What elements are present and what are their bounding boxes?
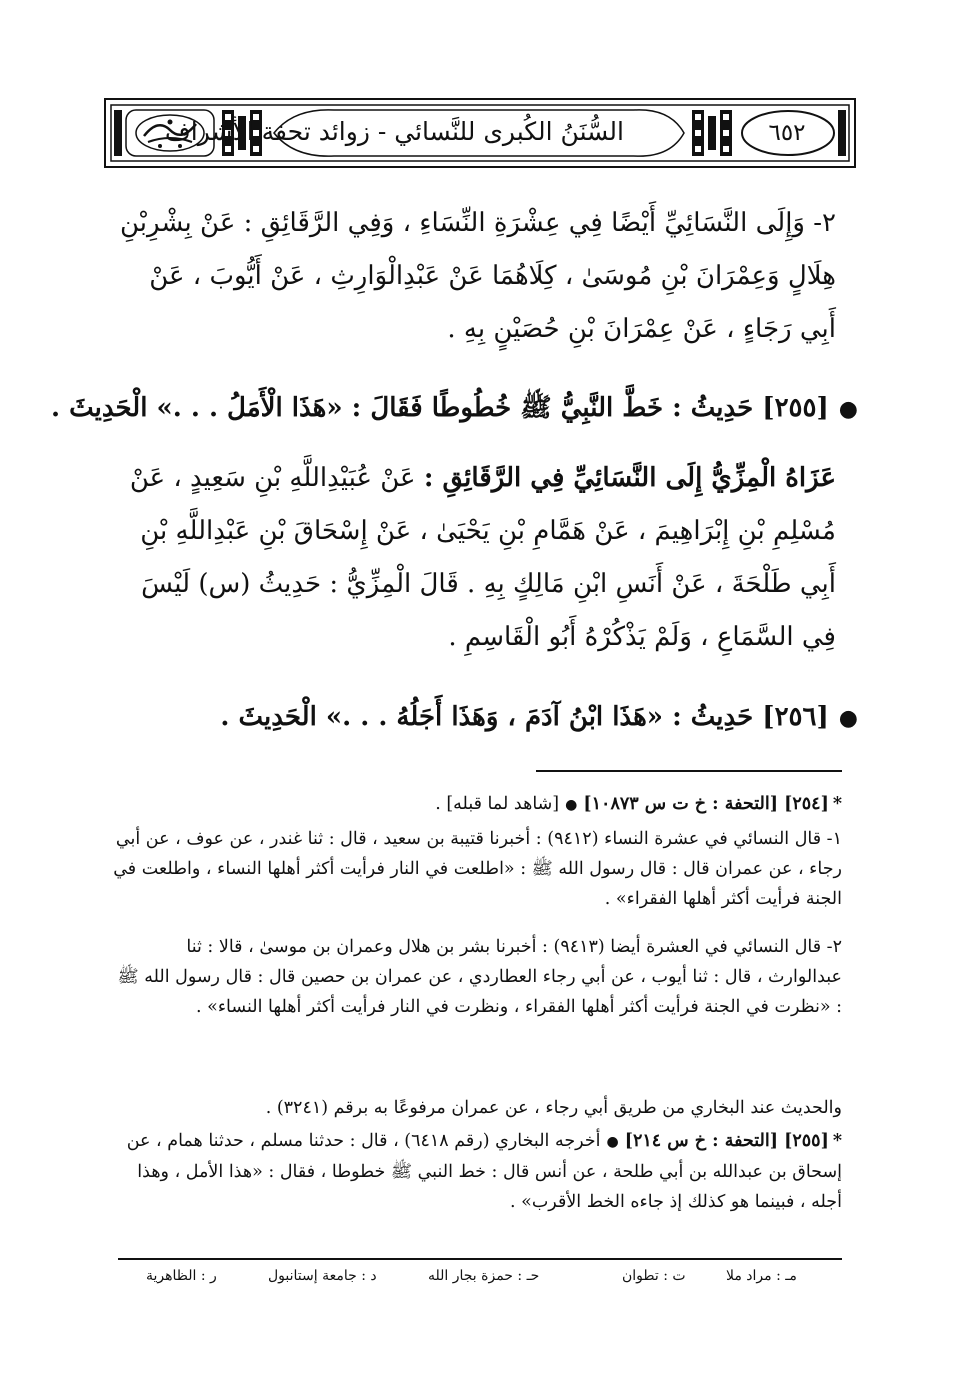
footer-siglum-t: ت : تطوان [622, 1268, 686, 1284]
hadith-256-line [110, 697, 858, 739]
bullet-dot-icon: ● [606, 1134, 619, 1150]
bullet-dot-icon: ● [565, 797, 578, 813]
footnote-254-p1: ١- قال النسائي في عشرة النساء (٩٤١٢) : أخبرنا قتيبة بن سعيد ، قال : ثنا غندر ، عن عوف ، عن أبي رجاء ، عن عمران قال : قال رسول الله ﷺ : «اطلعت في النار فرأيت أكثر أهلها النساء ، واطلعت في الجنة فرأيت أكثر أهلها الفقراء» . [113, 829, 842, 909]
footer-siglum-h: حـ : حمزة بجار الله [428, 1268, 540, 1284]
footer-siglum-r: ر : الظاهرية [146, 1268, 217, 1284]
bullet-dot-icon: ● [838, 706, 858, 731]
page-number: ٦٥٢ [768, 120, 806, 146]
asterisk-icon: * [832, 1131, 842, 1151]
bullet-dot-icon: ● [838, 397, 858, 422]
fn254-ref: [٢٥٤] [التحفة : خ ت س ١٠٨٧٣] [583, 794, 829, 814]
fn255-ref: [٢٥٥] [التحفة : خ س ٢١٤] [624, 1131, 829, 1151]
fn254-tag: [شاهد لما قبله] . [435, 794, 560, 814]
footer-siglum-m: مـ : مراد ملا [726, 1268, 797, 1284]
footnote-254-p2: ٢- قال النسائي في العشرة أيضا (٩٤١٣) : أخبرنا بشر بن هلال وعمران بن موسىٰ ، قالا : ثنا عبدالوارث ، قال : ثنا أيوب ، عن أبي رجاء العطاردي ، عن عمران بن حصين قال : قال رسول الله ﷺ : «نظرت في الجنة فرأيت أكثر أهلها الفقراء ، ونظرت في النار فرأيت أكثر أهلها النساء» . [117, 937, 842, 1017]
footnote-254-p3: والحديث عند البخاري من طريق أبي رجاء ، عن عمران مرفوعًا به برقم (٣٢٤١) . [265, 1098, 842, 1118]
hadith-255-line [51, 388, 858, 430]
page-header [104, 98, 856, 168]
mizzi-text: عَنْ عُبَيْدِاللَّهِ بْنِ سَعِيدٍ ، عَنْ مُسْلِمِ بْنِ إِبْرَاهِيمَ ، عَنْ هَمَّامِ بْنِ يَحْيَىٰ ، عَنْ إِسْحَاقَ بْنِ عَبْدِاللَّهِ بْنِ أَبِي طَلْحَةَ ، عَنْ أَنَسِ ابْنِ مَالِكٍ بِهِ . قَالَ الْمِزِّيُّ : حَدِيثُ (س) لَيْسَ فِي السَّمَاعِ ، وَلَمْ يَذْكُرْهُ أَبُو الْقَاسِمِ . [129, 463, 836, 652]
paragraph-attribution-2: ٢- وَإِلَى النَّسَائِيِّ أَيْضًا فِي عِشْرَةِ النِّسَاءِ ، وَفِي الرَّقَائِقِ : عَنْ بِشْرِبْنِ هِلَالٍ وَعِمْرَانَ بْنِ مُوسَىٰ ، كِلَاهُمَا عَنْ عَبْدِالْوَارِثِ ، عَنْ أَيُّوبَ ، عَنْ أَبِي رَجَاءٍ ، عَنْ عِمْرَانَ بْنِ حُصَيْنٍ بِهِ . [119, 208, 836, 344]
hadith-256-text: [٢٥٦] حَدِيثُ : «هَذَا ابْنُ آدَمَ ، وَهَذَا أَجَلُهُ . . .» الْحَدِيثَ . [220, 702, 829, 732]
footer-siglum-d: د : جامعة إستانبول [268, 1268, 377, 1284]
mizzi-lead: عَزَاهُ الْمِزِّيُّ إِلَى النَّسَائِيِّ فِي الرَّقَائِقِ : [423, 463, 836, 493]
paragraph-mizzi-note [110, 452, 836, 664]
footnote-separator [536, 770, 842, 772]
footnote-255 [112, 1126, 842, 1217]
footer-rule [118, 1258, 842, 1260]
fn255-text: أخرجه البخاري (رقم ٦٤١٨) ، قال : حدثنا مسلم ، حدثنا همام ، عن إسحاق بن عبدالله بن أبي طلحة ، عن أنس قال : خط النبي ﷺ خطوطا ، فقال : «هذا الأمل ، وهذا أجله ، فبينما هو كذلك إذ جاءه الخط الأقرب» . [126, 1131, 842, 1212]
footnote-254-head [112, 789, 842, 820]
asterisk-icon: * [832, 794, 842, 814]
hadith-255-text: [٢٥٥] حَدِيثُ : خَطَّ النَّبِيُّ ﷺ خُطُوطًا فَقَالَ : «هَذَا الْأَمَلُ . . .» الْحَدِيثَ . [51, 393, 829, 423]
running-title: السُّنَنُ الكُبرى للنَّسائي - زوائد تحفة الأشراف [164, 117, 624, 146]
